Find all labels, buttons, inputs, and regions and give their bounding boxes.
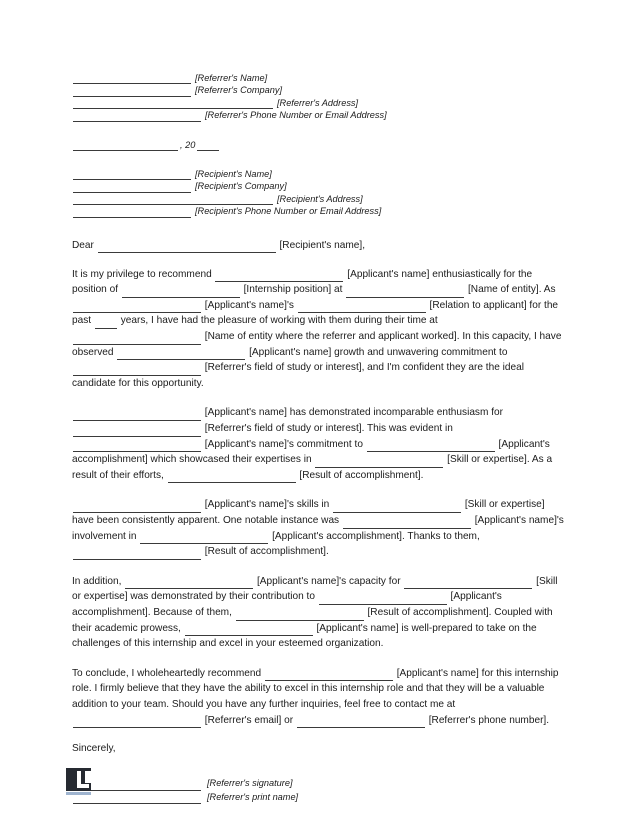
signature-label: [Referrer's print name] bbox=[207, 791, 299, 802]
fill-in-blank-rule[interactable] bbox=[168, 475, 296, 483]
paragraph-spacer bbox=[72, 483, 566, 497]
static-text: [Applicant's name]'s involvement in bbox=[72, 514, 564, 542]
fill-in-blank-rule[interactable] bbox=[95, 321, 117, 329]
static-text: [Applicant's accomplishment]. Because of them, bbox=[72, 591, 502, 618]
static-text: [Referrer's field of study or interest], and I'm confident they are the ideal candidate for this opportunity. bbox=[72, 362, 524, 389]
date-year-input[interactable] bbox=[197, 143, 219, 151]
recipient-address-label: [Recipient's Name] bbox=[195, 169, 272, 180]
static-text: In addition, bbox=[72, 575, 125, 587]
fill-in-blank-rule[interactable] bbox=[298, 305, 426, 313]
salutation-line bbox=[72, 239, 566, 253]
static-text: [Applicant's name] enthusiastically for the position of bbox=[72, 268, 533, 296]
fill-in-blank-rule[interactable] bbox=[343, 520, 471, 528]
static-text: [Applicant's name] growth and unwavering commitment to bbox=[246, 346, 508, 358]
paragraph-spacer bbox=[72, 560, 566, 574]
static-text: [Applicant's name]'s skills in bbox=[202, 499, 333, 511]
fill-in-blank-rule[interactable] bbox=[215, 274, 343, 282]
referrer-address-input[interactable] bbox=[73, 114, 201, 122]
static-text: It is my privilege to recommend bbox=[72, 268, 215, 280]
referrer-address-row bbox=[72, 84, 566, 96]
static-text: [Skill or expertise] was demonstrated by their contribution to bbox=[72, 575, 558, 603]
referrer-address-input[interactable] bbox=[73, 89, 191, 97]
recipient-address-input[interactable] bbox=[73, 173, 191, 181]
fill-in-blank-rule[interactable] bbox=[297, 720, 425, 728]
signature-row bbox=[72, 791, 566, 804]
referrer-address-row bbox=[72, 109, 566, 121]
fill-in-blank-rule[interactable] bbox=[73, 720, 201, 728]
static-text: [Internship position] at bbox=[240, 284, 346, 296]
signature-row bbox=[72, 777, 566, 790]
legal-templates-logo-icon bbox=[66, 768, 92, 796]
referrer-address-label: [Referrer's Phone Number or Email Address] bbox=[205, 110, 387, 121]
fill-in-blank-rule[interactable] bbox=[73, 336, 201, 344]
recipient-address-row bbox=[72, 180, 566, 192]
static-text: [Recipient's name], bbox=[279, 239, 366, 251]
letter-body bbox=[72, 72, 566, 804]
recipient-address-label: [Recipient's Company] bbox=[195, 181, 287, 192]
logo-underline-bar bbox=[66, 792, 91, 795]
letter-paragraphs bbox=[72, 253, 566, 742]
static-text: [Applicant's name]'s commitment to bbox=[202, 438, 366, 450]
fill-in-blank-rule[interactable] bbox=[125, 581, 253, 589]
signature-input[interactable] bbox=[73, 783, 201, 791]
fill-in-blank-rule[interactable] bbox=[73, 428, 201, 436]
fill-in-blank-rule[interactable] bbox=[319, 597, 447, 605]
closing-line: Sincerely, bbox=[72, 743, 116, 755]
fill-in-blank-rule[interactable] bbox=[73, 413, 201, 421]
paragraph-spacer bbox=[72, 391, 566, 405]
signature-block bbox=[72, 777, 566, 804]
recipient-address-row bbox=[72, 168, 566, 180]
static-text: [Referrer's email] or bbox=[202, 714, 296, 726]
static-text: [Name of entity]. As bbox=[465, 284, 556, 296]
static-text: [Applicant's name] is well-prepared to take on the challenges of this internship and excel in your esteemed organization. bbox=[72, 622, 537, 650]
static-text: [Applicant's name] for this internship role. I firmly believe that they have the ability to excel in this internship role and that they will be a valuable addition to your team. Should you have any further inquiries, feel free to contact me at bbox=[72, 667, 559, 710]
recipient-address-input[interactable] bbox=[73, 185, 191, 193]
paragraph-spacer bbox=[72, 728, 566, 742]
recipient-address-label: [Recipient's Address] bbox=[277, 193, 363, 204]
paragraph-2 bbox=[72, 405, 566, 483]
date-separator: , 20 bbox=[180, 139, 196, 150]
static-text: [Applicant's name]'s bbox=[202, 299, 297, 311]
paragraph-4 bbox=[72, 574, 566, 652]
signature-input[interactable] bbox=[73, 796, 201, 804]
referrer-address-row bbox=[72, 97, 566, 109]
referrer-address-label: [Referrer's Address] bbox=[277, 97, 359, 108]
fill-in-blank-rule[interactable] bbox=[367, 444, 495, 452]
fill-in-blank-rule[interactable] bbox=[73, 505, 201, 513]
recipient-name-input[interactable] bbox=[98, 244, 276, 252]
static-text: [Result of accomplishment]. bbox=[296, 469, 424, 481]
referrer-address-input[interactable] bbox=[73, 77, 191, 85]
date-line bbox=[72, 139, 566, 151]
referrer-address-row bbox=[72, 72, 566, 84]
fill-in-blank-rule[interactable] bbox=[315, 460, 443, 468]
fill-in-blank-rule[interactable] bbox=[185, 628, 313, 636]
logo-corner-notch bbox=[85, 771, 91, 783]
static-text: [Applicant's name] has demonstrated incomparable enthusiasm for bbox=[202, 407, 503, 419]
fill-in-blank-rule[interactable] bbox=[73, 444, 201, 452]
fill-in-blank-rule[interactable] bbox=[265, 673, 393, 681]
static-text: [Result of accomplishment]. Coupled with their academic prowess, bbox=[72, 606, 553, 634]
static-text: Dear bbox=[72, 239, 97, 251]
static-text: [Skill or expertise]. As a result of their efforts, bbox=[72, 454, 553, 481]
static-text: [Referrer's field of study or interest]. This was evident in bbox=[202, 423, 453, 434]
date-month-day-input[interactable] bbox=[73, 143, 178, 151]
static-text: To conclude, I wholeheartedly recommend bbox=[72, 667, 264, 679]
paragraph-spacer bbox=[72, 652, 566, 666]
static-text: [Name of entity where the referrer and applicant worked]. In this capacity, I have observed bbox=[72, 331, 562, 358]
recipient-address-input[interactable] bbox=[73, 198, 273, 206]
fill-in-blank-rule[interactable] bbox=[73, 551, 201, 559]
fill-in-blank-rule[interactable] bbox=[346, 290, 464, 298]
fill-in-blank-rule[interactable] bbox=[404, 581, 532, 589]
paragraph-5 bbox=[72, 666, 566, 728]
fill-in-blank-rule[interactable] bbox=[333, 505, 461, 513]
recipient-address-label: [Recipient's Phone Number or Email Address] bbox=[195, 206, 382, 217]
recipient-address-block bbox=[72, 168, 566, 218]
fill-in-blank-rule[interactable] bbox=[140, 536, 268, 544]
recipient-address-row bbox=[72, 193, 566, 205]
static-text: [Result of accomplishment]. bbox=[202, 546, 329, 558]
referrer-address-block bbox=[72, 72, 566, 122]
static-text: years, I have had the pleasure of working with them during their time at bbox=[117, 315, 438, 327]
static-text: [Applicant's accomplishment] which showcased their expertises in bbox=[72, 438, 550, 466]
referrer-address-input[interactable] bbox=[73, 102, 273, 110]
referrer-address-label: [Referrer's Name] bbox=[195, 73, 268, 83]
fill-in-blank-rule[interactable] bbox=[73, 305, 201, 313]
recipient-address-input[interactable] bbox=[73, 210, 191, 218]
static-text: [Applicant's name]'s capacity for bbox=[254, 575, 404, 587]
paragraph-1 bbox=[72, 267, 566, 392]
paragraph-spacer bbox=[72, 253, 566, 267]
static-text: [Applicant's accomplishment]. Thanks to them, bbox=[269, 530, 480, 542]
static-text: [Referrer's phone number]. bbox=[425, 714, 550, 726]
static-text: [Relation to applicant] for the past bbox=[72, 299, 559, 327]
referrer-address-label: [Referrer's Company] bbox=[195, 85, 283, 96]
recipient-address-row bbox=[72, 205, 566, 217]
fill-in-blank-rule[interactable] bbox=[73, 368, 201, 376]
fill-in-blank-rule[interactable] bbox=[236, 612, 364, 620]
paragraph-3 bbox=[72, 497, 566, 559]
static-text: [Skill or expertise] have been consistently apparent. One notable instance was bbox=[72, 499, 545, 526]
signature-label: [Referrer's signature] bbox=[207, 778, 293, 789]
logo-letter-l-foot bbox=[77, 784, 89, 788]
fill-in-blank-rule[interactable] bbox=[122, 290, 240, 298]
fill-in-blank-rule[interactable] bbox=[117, 352, 245, 360]
